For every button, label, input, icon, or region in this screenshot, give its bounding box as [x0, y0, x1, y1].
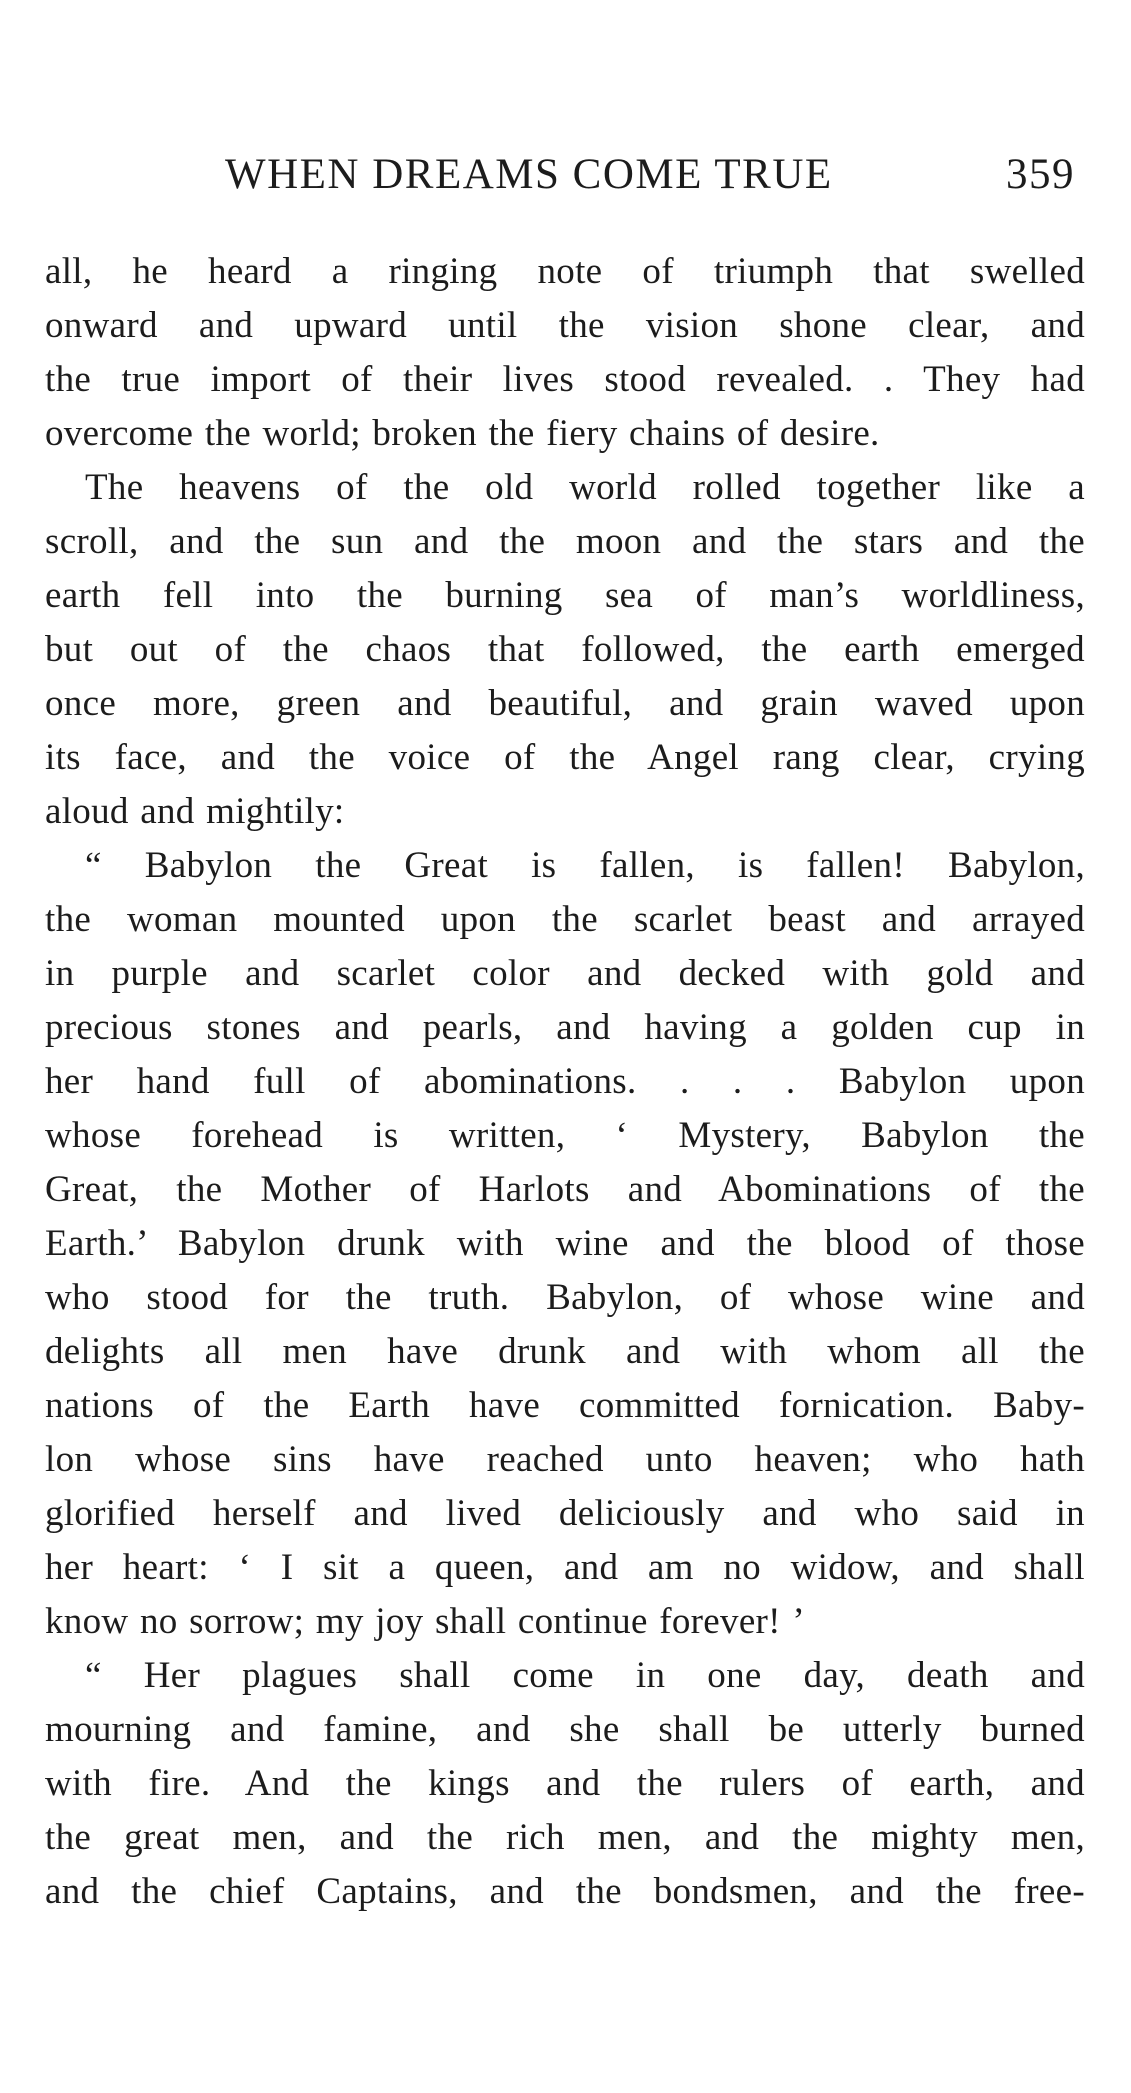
running-head: [0, 150, 1131, 210]
text-line: who stood for the truth. Babylon, of whose wine and: [45, 1277, 1085, 1318]
text-line: know no sorrow; my joy shall continue forever! ’: [45, 1601, 805, 1642]
text-line: delights all men have drunk and with whom all the: [45, 1331, 1085, 1372]
text-line: whose forehead is written, ‘ Mystery, Babylon the: [45, 1115, 1085, 1156]
body-text: [45, 245, 1085, 1919]
text-line: Great, the Mother of Harlots and Abominations of the: [45, 1169, 1085, 1210]
text-line: lon whose sins have reached unto heaven; who hath: [45, 1439, 1085, 1480]
text-line: onward and upward until the vision shone clear, and: [45, 305, 1085, 346]
text-line: scroll, and the sun and the moon and the stars and the: [45, 521, 1085, 562]
text-line: the true import of their lives stood revealed. . They had: [45, 359, 1085, 400]
paragraph: [45, 461, 1085, 839]
text-line: and the chief Captains, and the bondsmen, and the free-: [45, 1871, 1085, 1912]
text-line: mourning and famine, and she shall be utterly burned: [45, 1709, 1085, 1750]
paragraph: [45, 245, 1085, 461]
paragraph: [45, 839, 1085, 1649]
text-line: “ Her plagues shall come in one day, death and: [85, 1655, 1085, 1696]
text-line: the woman mounted upon the scarlet beast and arrayed: [45, 899, 1085, 940]
page-number: 359: [1006, 151, 1075, 198]
text-line: her heart: ‘ I sit a queen, and am no widow, and shall: [45, 1547, 1085, 1588]
text-line: “ Babylon the Great is fallen, is fallen! Babylon,: [85, 845, 1085, 886]
text-line: Earth.’ Babylon drunk with wine and the blood of those: [45, 1223, 1085, 1264]
text-line: earth fell into the burning sea of man’s worldliness,: [45, 575, 1085, 616]
text-line: the great men, and the rich men, and the mighty men,: [45, 1817, 1085, 1858]
text-line: all, he heard a ringing note of triumph that swelled: [45, 251, 1085, 292]
running-title: WHEN DREAMS COME TRUE: [225, 151, 833, 198]
text-line: precious stones and pearls, and having a golden cup in: [45, 1007, 1085, 1048]
text-line: its face, and the voice of the Angel rang clear, crying: [45, 737, 1085, 778]
text-line: with fire. And the kings and the rulers of earth, and: [45, 1763, 1085, 1804]
text-line: overcome the world; broken the fiery chains of desire.: [45, 413, 880, 454]
text-line: aloud and mightily:: [45, 791, 345, 832]
text-line: her hand full of abominations. . . . Babylon upon: [45, 1061, 1085, 1102]
text-line: glorified herself and lived deliciously and who said in: [45, 1493, 1085, 1534]
text-line: in purple and scarlet color and decked with gold and: [45, 953, 1085, 994]
text-line: once more, green and beautiful, and grain waved upon: [45, 683, 1085, 724]
paragraph: [45, 1649, 1085, 1919]
text-line: nations of the Earth have committed fornication. Baby-: [45, 1385, 1085, 1426]
text-line: but out of the chaos that followed, the earth emerged: [45, 629, 1085, 670]
text-line: The heavens of the old world rolled together like a: [85, 467, 1085, 508]
